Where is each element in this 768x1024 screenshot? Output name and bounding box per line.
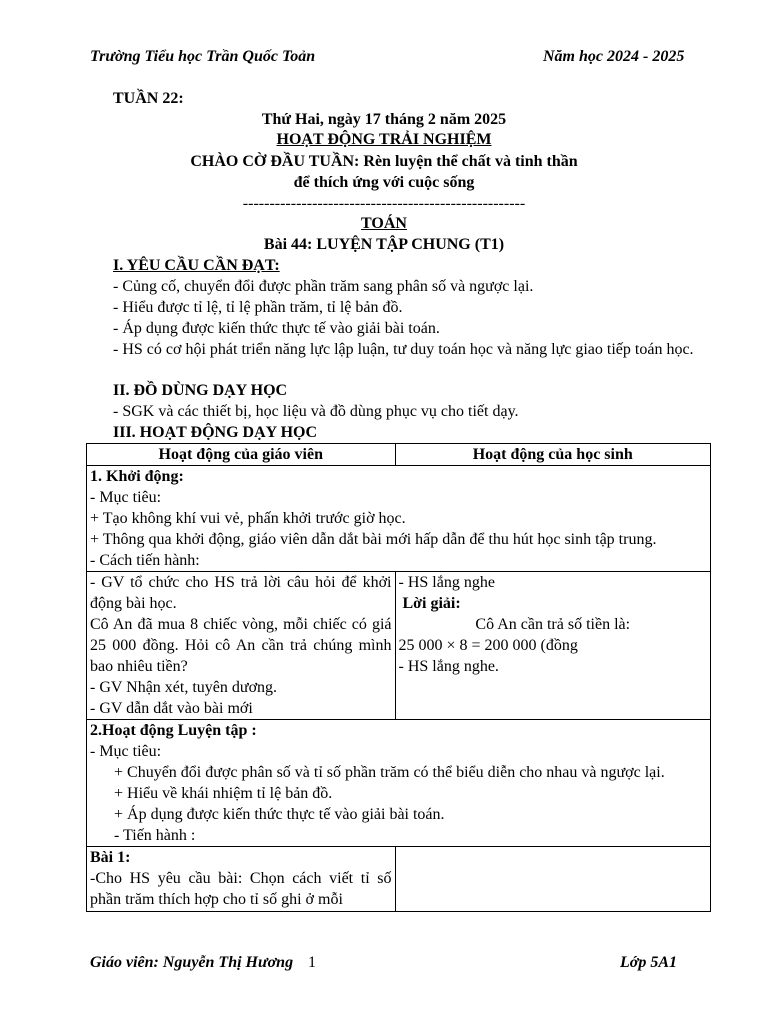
requirement-item: - Áp dụng được kiến thức thực tế vào giải bài toán. [113,320,440,337]
subject-title [0,214,768,234]
student-step: - HS lắng nghe [398,574,495,591]
warmup-line: + Thông qua khởi động, giáo viên dẫn dắt bài mới hấp dẫn để thu hút học sinh tập trung. [90,531,657,548]
requirement-item: - Hiểu được tỉ lệ, tỉ lệ phần trăm, tỉ lệ bản đồ. [113,299,403,316]
practice-cell [87,720,711,847]
student-step: - HS lắng nghe. [398,658,499,675]
week-label: TUẦN 22: [113,90,184,107]
lesson-date: Thứ Hai, ngày 17 tháng 2 năm 2025 [261,111,507,128]
experience-title: HOẠT ĐỘNG TRẢI NGHIỆM [276,131,492,148]
teacher-step: - GV dẫn dắt vào bài mới [90,700,253,717]
warmup-title: 1. Khởi động: [90,468,184,485]
materials-heading: II. ĐỒ DÙNG DẠY HỌC [113,382,288,399]
lesson-title: Bài 44: LUYỆN TẬP CHUNG (T1) [263,236,505,253]
table-header-row [87,444,711,466]
practice-title: 2.Hoạt động Luyện tập : [90,722,257,739]
teacher-warmup-cell [87,572,396,720]
student-exercise-cell [395,847,711,912]
divider: ----------------------------------------------------- [242,195,526,212]
practice-row [87,720,711,847]
practice-line: + Chuyển đổi được phân số và tỉ số phần trăm có thể biểu diễn cho nhau và ngược lại. [114,764,665,781]
page-number: 1 [308,954,316,971]
warmup-row [87,466,711,572]
practice-line: + Hiểu về khái nhiệm tỉ lệ bản đồ. [114,785,333,802]
school-year: Năm học 2024 - 2025 [543,48,685,65]
exercise-title: Bài 1: [90,849,131,866]
materials-text: - SGK và các thiết bị, học liệu và đồ dùng phục vụ cho tiết dạy. [113,403,519,420]
warmup-line: - Mục tiêu: [90,489,162,506]
teacher-step: - GV tổ chức cho HS trả lời câu hỏi để khởi động bài học. [90,574,392,612]
practice-line: + Áp dụng được kiến thức thực tế vào giải bài toán. [114,806,445,823]
class-name: Lớp 5A1 [620,954,678,971]
activities-table [86,443,711,912]
practice-line: - Tiến hành : [114,827,196,844]
flag-ceremony-line2: để thích ứng với cuộc sống [293,174,475,191]
requirements-heading: I. YÊU CẦU CẦN ĐẠT: [113,257,280,274]
teacher-exercise-cell [87,847,396,912]
student-column-header: Hoạt động của học sinh [395,444,711,466]
flag-ceremony-line1: CHÀO CỜ ĐẦU TUẦN: Rèn luyện thể chất và tinh thần [190,153,578,170]
teacher-name: Giáo viên: Nguyễn Thị Hương [90,954,294,971]
practice-line: - Mục tiêu: [90,743,162,760]
requirement-item: - Củng cố, chuyển đổi được phần trăm sang phân số và ngược lại. [113,278,534,295]
warmup-line: + Tạo không khí vui vẻ, phấn khởi trước giờ học. [90,510,406,527]
requirements-list [90,276,705,360]
section-title-experience [0,130,768,150]
solution-calculation: 25 000 × 8 = 200 000 (đồng [398,637,578,654]
solution-label: Lời giải: [402,595,461,612]
teacher-question: Cô An đã mua 8 chiếc vòng, mỗi chiếc có giá 25 000 đồng. Hỏi cô An cần trả chúng mình bao nhiêu tiền? [90,616,392,675]
exercise-instruction: -Cho HS yêu cầu bài: Chọn cách viết tỉ số phần trăm thích hợp cho tỉ số ghi ở mỗi [90,870,392,908]
school-name: Trường Tiểu học Trần Quốc Toản [90,48,316,65]
subject-label: TOÁN [361,215,407,232]
warmup-line: - Cách tiến hành: [90,552,200,569]
student-warmup-cell [395,572,711,720]
solution-line: Cô An cần trả số tiền là: [475,616,631,633]
teacher-column-header: Hoạt động của giáo viên [87,444,396,466]
requirement-item: - HS có cơ hội phát triển năng lực lập luận, tư duy toán học và năng lực giao tiếp toán học. [113,341,694,358]
warmup-activity-row [87,572,711,720]
teacher-step: - GV Nhận xét, tuyên dương. [90,679,278,696]
warmup-cell [87,466,711,572]
activities-heading: III. HOẠT ĐỘNG DẠY HỌC [113,424,318,441]
exercise-row [87,847,711,912]
